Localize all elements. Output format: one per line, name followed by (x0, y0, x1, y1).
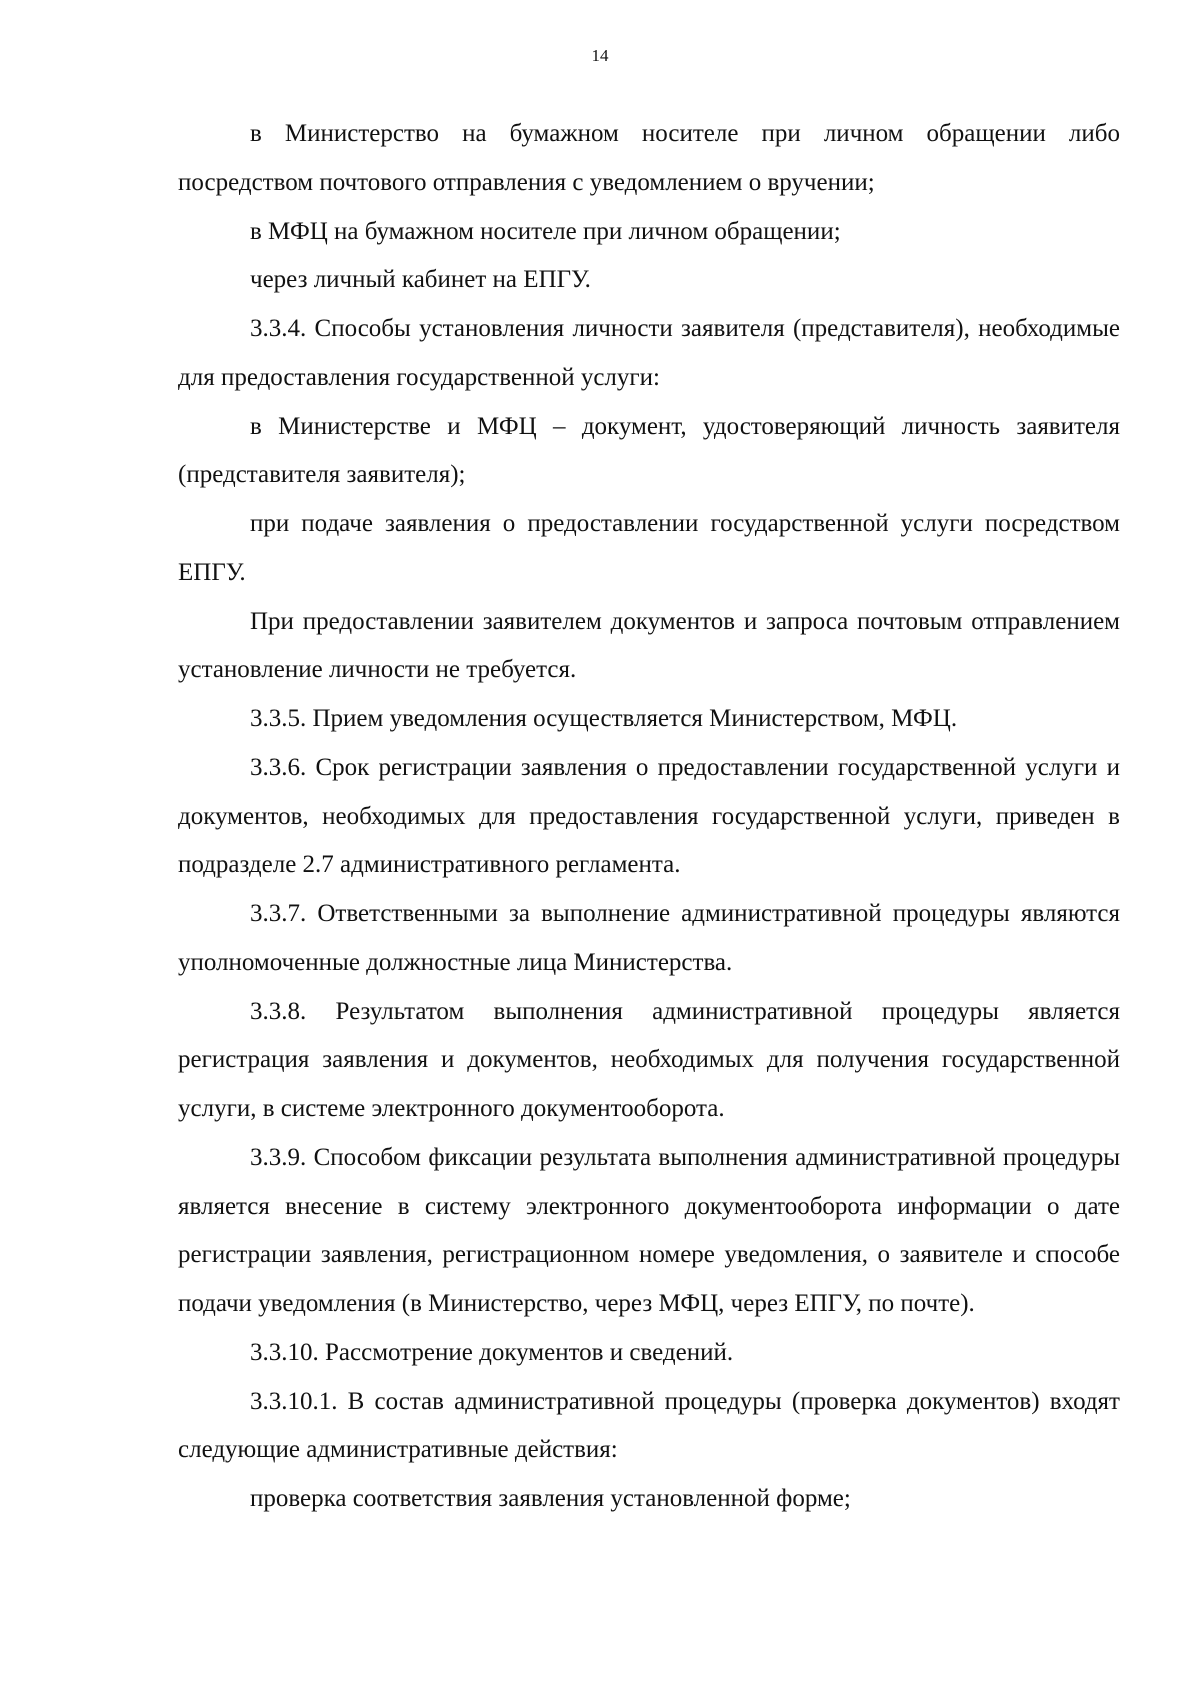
paragraph: 3.3.6. Срок регистрации заявления о предоставлении государственной услуги и документов, необходимых для предоставления государственной услуги, приведен в подразделе 2.7 административного регламента. (178, 753, 1120, 879)
paragraph: при подаче заявления о предоставлении государственной услуги посредством ЕПГУ. (178, 510, 1120, 586)
paragraph: в Министерство на бумажном носителе при личном обращении либо посредством почтового отправления с уведомлением о вручении; (178, 120, 1120, 196)
paragraph: в Министерстве и МФЦ – документ, удостоверяющий личность заявителя (представителя заявителя); (178, 412, 1120, 489)
paragraph: 3.3.9. Способом фиксации результата выполнения административной процедуры является внесение в систему электронного документооборота информации о дате регистрации заявления, регистрационном номере уведомления, о заявителе и способе подачи уведомления (в Министерство, через МФЦ, через ЕПГУ, по почте). (178, 1143, 1120, 1317)
paragraph: через личный кабинет на ЕПГУ. (250, 266, 591, 294)
paragraph: 3.3.7. Ответственными за выполнение административной процедуры являются уполномоченные должностные лица Министерства. (178, 900, 1120, 976)
paragraph: 3.3.10.1. В состав административной процедуры (проверка документов) входят следующие административные действия: (178, 1387, 1120, 1464)
paragraph: 3.3.4. Способы установления личности заявителя (представителя), необходимые для предоставления государственной услуги: (178, 315, 1120, 391)
paragraph: При предоставлении заявителем документов и запроса почтовым отправлением установление личности не требуется. (178, 607, 1120, 684)
paragraph: 3.3.5. Прием уведомления осуществляется Министерством, МФЦ. (250, 705, 958, 732)
page-number: 14 (591, 46, 609, 65)
document-body (178, 110, 1120, 1524)
paragraph: проверка соответствия заявления установленной форме; (250, 1485, 851, 1512)
paragraph: в МФЦ на бумажном носителе при личном обращении; (250, 217, 841, 245)
paragraph: 3.3.8. Результатом выполнения административной процедуры является регистрация заявления и документов, необходимых для получения государственной услуги, в системе электронного документооборота. (178, 997, 1120, 1122)
paragraph: 3.3.10. Рассмотрение документов и сведений. (250, 1338, 734, 1366)
